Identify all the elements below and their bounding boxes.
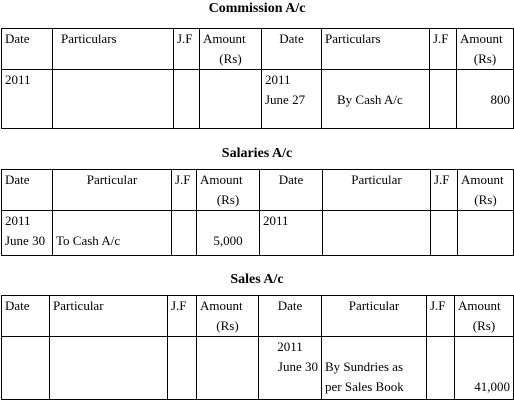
header-amount: Amount (Rs): [197, 296, 259, 337]
ledger-title: Commission A/c: [208, 1, 306, 16]
header-date-right: Date: [260, 170, 323, 211]
header-amount: Amount (Rs): [200, 29, 262, 70]
header-jf: J.F: [168, 296, 197, 337]
credit-jf: [427, 337, 455, 400]
debit-amount: [200, 70, 262, 129]
table-row: [2, 70, 514, 129]
debit-particulars: [50, 337, 168, 400]
header-jf-right: J.F: [431, 170, 458, 211]
ledger-table: [1, 28, 514, 129]
ledger-table: [1, 295, 514, 400]
debit-date: [2, 337, 50, 400]
debit-amount: 5,000: [197, 211, 260, 256]
table-row: [2, 337, 514, 400]
credit-particulars: By Cash A/c: [322, 70, 430, 129]
header-jf-right: J.F: [430, 29, 457, 70]
header-amount-right: Amount (Rs): [455, 296, 514, 337]
header-amount-right: Amount (Rs): [458, 170, 514, 211]
header-jf: J.F: [174, 29, 200, 70]
debit-jf: [174, 70, 200, 129]
header-amount: Amount (Rs): [197, 170, 260, 211]
table-row: [2, 211, 514, 256]
credit-date: 2011 June 27: [262, 70, 322, 129]
ledger-title: Sales A/c: [230, 272, 284, 287]
credit-amount: [458, 211, 514, 256]
header-particulars-right: Particulars: [322, 29, 430, 70]
debit-particulars: [53, 70, 174, 129]
header-particulars: Particular: [50, 296, 168, 337]
credit-date: 2011 June 30: [259, 337, 322, 400]
header-date: Date: [2, 170, 53, 211]
ledger-title: Salaries A/c: [221, 146, 293, 161]
header-date-right: Date: [259, 296, 322, 337]
header-date: Date: [2, 296, 50, 337]
credit-particulars: [323, 211, 431, 256]
debit-particulars: To Cash A/c: [53, 211, 172, 256]
commission-ledger: [0, 0, 514, 129]
sales-ledger: [0, 271, 514, 400]
credit-amount: 41,000: [455, 337, 514, 400]
debit-amount: [197, 337, 259, 400]
header-date: Date: [2, 29, 53, 70]
header-row: [2, 170, 514, 211]
ledger-table: [1, 169, 514, 256]
debit-date: 2011 June 30: [2, 211, 53, 256]
salaries-ledger: [0, 145, 514, 256]
header-date-right: Date: [262, 29, 322, 70]
header-particulars-right: Particular: [323, 170, 431, 211]
debit-jf: [172, 211, 197, 256]
credit-jf: [431, 211, 458, 256]
header-jf-right: J.F: [427, 296, 455, 337]
credit-date: 2011: [260, 211, 323, 256]
debit-jf: [168, 337, 197, 400]
debit-date: 2011: [2, 70, 53, 129]
header-jf: J.F: [172, 170, 197, 211]
header-row: [2, 296, 514, 337]
credit-particulars: By Sundries as per Sales Book: [322, 337, 427, 400]
header-amount-right: Amount (Rs): [457, 29, 514, 70]
header-particulars: Particular: [53, 170, 172, 211]
header-particulars: Particulars: [53, 29, 174, 70]
credit-amount: 800: [457, 70, 514, 129]
header-row: [2, 29, 514, 70]
header-particulars-right: Particular: [322, 296, 427, 337]
credit-jf: [430, 70, 457, 129]
